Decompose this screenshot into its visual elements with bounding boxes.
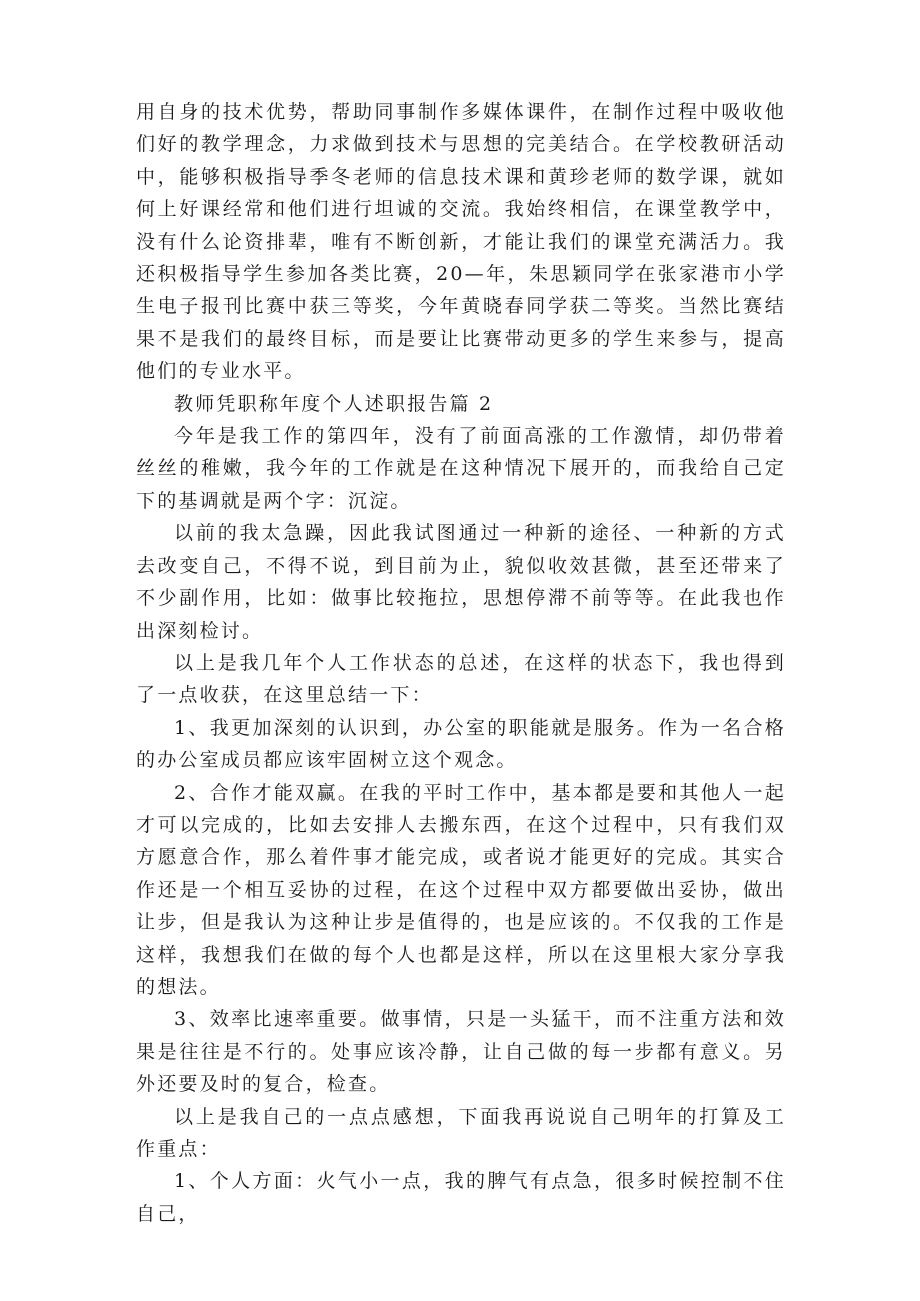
body-paragraph: 今年是我工作的第四年，没有了前面高涨的工作激情，却仍带着丝丝的稚嫩，我今年的工作就是在这种情况下展开的，而我给自己定下的基调就是两个字：沉淀。 bbox=[136, 425, 786, 512]
list-item-paragraph: 3、效率比速率重要。做事情，只是一头猛干，而不注重方法和效果是往往是不行的。处事应该冷静，让自己做的每一步都有意义。另外还要及时的复合，检查。 bbox=[136, 1008, 786, 1096]
list-item-paragraph: 2、合作才能双赢。在我的平时工作中，基本都是要和其他人一起才可以完成的，比如去安排人去搬东西，在这个过程中，只有我们双方愿意合作，那么着件事才能完成，或者说才能更好的完成。其实合作还是一个相互妥协的过程，在这个过程中双方都要做出妥协，做出让步，但是我认为这种让步是值得的，也是应该的。不仅我的工作是这样，我想我们在做的每个人也都是这样，所以在这里根大家分享我的想法。 bbox=[136, 781, 786, 998]
section-heading: 教师凭职称年度个人述职报告篇 2 bbox=[174, 392, 494, 415]
list-item-paragraph: 1、我更加深刻的认识到，办公室的职能就是服务。作为一名合格的办公室成员都应该牢固树立这个观念。 bbox=[136, 716, 786, 772]
document-page bbox=[136, 96, 786, 1230]
body-paragraph: 以上是我几年个人工作状态的总述，在这样的状态下，我也得到了一点收获，在这里总结一下： bbox=[136, 651, 786, 707]
body-paragraph: 以前的我太急躁，因此我试图通过一种新的途径、一种新的方式去改变自己，不得不说，到目前为止，貌似收效甚微，甚至还带来了不少副作用，比如：做事比较拖拉，思想停滞不前等等。在此我也作出深刻检讨。 bbox=[136, 522, 786, 642]
body-paragraph: 以上是我自己的一点点感想，下面我再说说自己明年的打算及工作重点： bbox=[136, 1105, 786, 1160]
list-item-paragraph: 1、个人方面：火气小一点，我的脾气有点急，很多时候控制不住自己， bbox=[136, 1170, 786, 1225]
body-paragraph: 用自身的技术优势，帮助同事制作多媒体课件，在制作过程中吸收他们好的教学理念，力求做到技术与思想的完美结合。在学校教研活动中，能够积极指导季冬老师的信息技术课和黄珍老师的数学课，就如何上好课经常和他们进行坦诚的交流。我始终相信，在课堂教学中，没有什么论资排辈，唯有不断创新，才能让我们的课堂充满活力。我还积极指导学生参加各类比赛，20—年，朱思颖同学在张家港市小学生电子报刊比赛中获三等奖，今年黄晓春同学获二等奖。当然比赛结果不是我们的最终目标，而是要让比赛带动更多的学生来参与，提高他们的专业水平。 bbox=[136, 101, 786, 383]
